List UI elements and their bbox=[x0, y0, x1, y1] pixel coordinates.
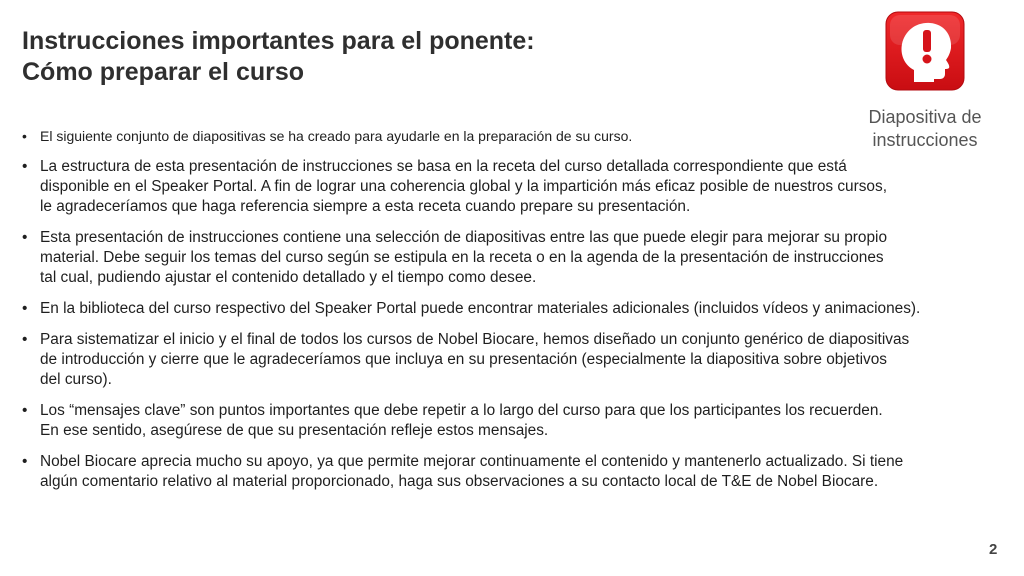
bullet-line: • Esta presentación de instrucciones contiene una selección de diapositivas entre las que puede elegir para mejorar su propio bbox=[40, 229, 888, 246]
bullet-item bbox=[22, 299, 997, 319]
caption-line-2: instrucciones bbox=[872, 130, 978, 150]
bullet-item bbox=[22, 330, 997, 390]
bullet-line: algún comentario relativo al material proporcionado, haga sus observaciones a su contacto local de T&E de Nobel Biocare. bbox=[40, 473, 879, 490]
bullet-line: de introducción y cierre que le agradeceríamos que incluya en su presentación (especialmente la diapositiva sobre objetivos bbox=[40, 351, 887, 368]
bullet-item bbox=[22, 401, 997, 441]
bullet-item bbox=[22, 157, 997, 217]
bullet-line: le agradeceríamos que haga referencia siempre a esta receta cuando prepare su presentación. bbox=[40, 198, 691, 215]
bullet-line: • La estructura de esta presentación de instrucciones se basa en la receta del curso detallada correspondiente que está bbox=[40, 158, 847, 175]
bullet-item bbox=[22, 126, 997, 146]
bullet-line: En ese sentido, asegúrese de que su presentación refleje estos mensajes. bbox=[40, 422, 549, 439]
bullet-line: • En la biblioteca del curso respectivo del Speaker Portal puede encontrar materiales adicionales (incluidos vídeos y animaciones). bbox=[40, 300, 921, 317]
bullet-line: material. Debe seguir los temas del curso según se estipula en la receta o en la agenda de la presentación de instrucciones bbox=[40, 249, 884, 266]
caption-line-1: Diapositiva de bbox=[868, 107, 982, 127]
instruction-bullet-list bbox=[22, 126, 997, 503]
title-line-1: Instrucciones importantes para el ponente: bbox=[22, 27, 535, 55]
bullet-line: • El siguiente conjunto de diapositivas se ha creado para ayudarle en la preparación de su curso. bbox=[40, 128, 633, 144]
bullet-line: del curso). bbox=[40, 371, 112, 388]
bullet-line: disponible en el Speaker Portal. A fin de lograr una coherencia global y la impartición más eficaz posible de nuestros cursos, bbox=[40, 178, 887, 195]
slide-title bbox=[22, 26, 822, 88]
bullet-line: tal cual, pudiendo ajustar el contenido detallado y el tiempo como desee. bbox=[40, 269, 537, 286]
bullet-line: • Para sistematizar el inicio y el final de todos los cursos de Nobel Biocare, hemos diseñado un conjunto genérico de diapositivas bbox=[40, 331, 910, 348]
bullet-line: • Los “mensajes clave” son puntos importantes que debe repetir a lo largo del curso para que los participantes los recuerden. bbox=[40, 402, 883, 419]
bullet-item bbox=[22, 452, 997, 492]
alert-head-icon bbox=[884, 10, 966, 92]
page-number: 2 bbox=[989, 541, 998, 558]
bullet-item bbox=[22, 228, 997, 288]
title-line-2: Cómo preparar el curso bbox=[22, 58, 305, 86]
bullet-line: • Nobel Biocare aprecia mucho su apoyo, ya que permite mejorar continuamente el contenido y mantenerlo actualizado. Si tiene bbox=[40, 453, 904, 470]
